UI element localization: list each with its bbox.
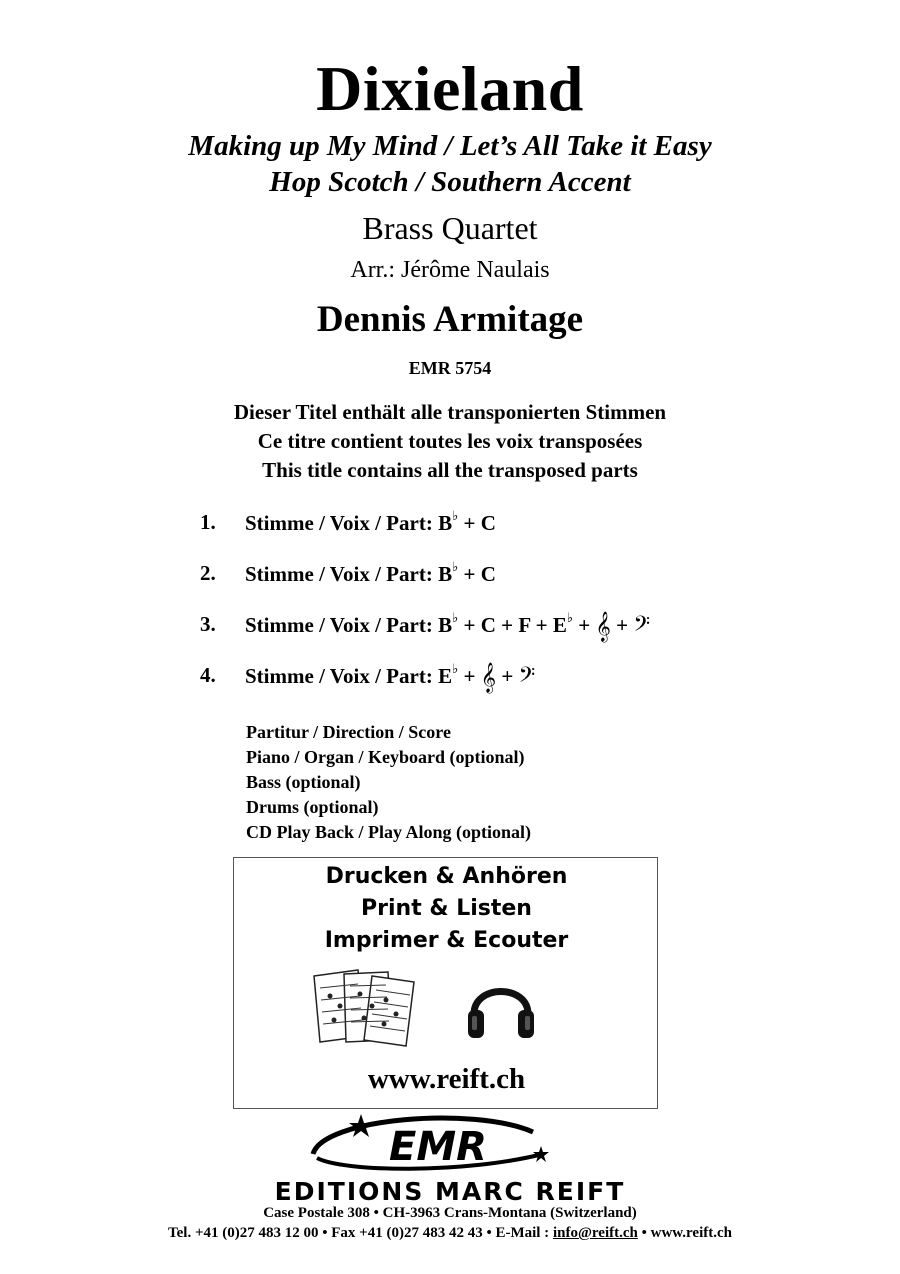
- arranger: Arr.: Jérôme Naulais: [350, 257, 550, 283]
- plus-sign: +: [616, 613, 629, 637]
- box-line-en: Print & Listen: [361, 896, 532, 921]
- page-title: Dixieland: [316, 53, 584, 124]
- box-line-de: Drucken & Anhören: [325, 864, 568, 889]
- composer: Dennis Armitage: [316, 299, 584, 340]
- logo-text: EMR: [389, 1124, 487, 1170]
- subtitle-line-2: Hop Scotch / Southern Accent: [269, 166, 631, 198]
- part-number: 1.: [200, 510, 216, 534]
- part-label: Stimme / Voix / Part:: [245, 562, 433, 586]
- transposition-note-de: Dieser Titel enthält alle transponierten Stimmen: [233, 400, 667, 424]
- treble-clef-icon: 𝄞: [480, 663, 497, 693]
- website-url: www.reift.ch: [367, 1063, 526, 1095]
- emr-logo: [303, 1110, 563, 1174]
- key-c: C: [480, 613, 496, 637]
- part-label-group: [245, 661, 536, 693]
- part-label-group: [245, 510, 496, 536]
- plus-sign: +: [578, 613, 591, 637]
- key-f: F: [518, 613, 531, 637]
- key-b: B: [438, 562, 453, 586]
- subtitle-line-1: Making up My Mind / Let’s All Take it Easy: [188, 130, 712, 162]
- flat-sign: ♭: [452, 559, 459, 574]
- plus-sign: +: [463, 664, 476, 688]
- part-label-group: [245, 561, 496, 587]
- part-number: 4.: [200, 663, 216, 687]
- plus-sign: +: [501, 613, 514, 637]
- key-c: C: [480, 511, 496, 535]
- contact-phone-fax: Tel. +41 (0)27 483 12 00 • Fax +41 (0)27 483 42 43 • E-Mail :: [168, 1225, 553, 1241]
- contact-website: • www.reift.ch: [637, 1225, 732, 1241]
- flat-sign: ♭: [566, 610, 574, 625]
- publisher-address: Case Postale 308 • CH-3963 Crans-Montana (Switzerland): [263, 1205, 637, 1221]
- extra-item: Bass (optional): [246, 772, 361, 792]
- flat-sign: ♭: [452, 661, 459, 676]
- key-b: B: [438, 511, 453, 535]
- key-e: E: [552, 613, 567, 637]
- key-e: E: [438, 664, 453, 688]
- plus-sign: +: [463, 511, 476, 535]
- extra-item: CD Play Back / Play Along (optional): [246, 822, 532, 842]
- box-line-fr: Imprimer & Ecouter: [324, 928, 569, 953]
- contact-email-link[interactable]: info@reift.ch: [552, 1225, 638, 1241]
- part-label: Stimme / Voix / Part:: [245, 664, 433, 688]
- plus-sign: +: [535, 613, 548, 637]
- catalog-number: EMR 5754: [408, 358, 492, 378]
- plus-sign: +: [501, 664, 514, 688]
- part-label-group: [245, 610, 651, 642]
- extra-item: Drums (optional): [246, 797, 379, 817]
- sheet-music-icon: [306, 966, 424, 1048]
- flat-sign: ♭: [452, 508, 459, 523]
- plus-sign: +: [463, 613, 476, 637]
- extra-item: Piano / Organ / Keyboard (optional): [246, 747, 525, 767]
- bass-clef-icon: 𝄢: [518, 663, 536, 693]
- part-label: Stimme / Voix / Part:: [245, 511, 433, 535]
- extra-item: Partitur / Direction / Score: [246, 722, 451, 742]
- key-b: B: [438, 613, 453, 637]
- publisher-contact: [0, 1225, 900, 1242]
- flat-sign: ♭: [452, 610, 459, 625]
- headphones-icon: [466, 970, 536, 1044]
- key-c: C: [480, 562, 496, 586]
- treble-clef-icon: 𝄞: [595, 612, 611, 642]
- bass-clef-icon: 𝄢: [633, 612, 651, 642]
- plus-sign: +: [463, 562, 476, 586]
- print-listen-box: [233, 857, 658, 1109]
- publisher-name: EDITIONS MARC REIFT: [274, 1177, 626, 1206]
- part-number: 3.: [200, 612, 216, 636]
- transposition-note-en: This title contains all the transposed parts: [262, 458, 638, 482]
- transposition-note-fr: Ce titre contient toutes les voix transposées: [257, 429, 643, 453]
- ensemble: Brass Quartet: [362, 210, 538, 246]
- part-label: Stimme / Voix / Part:: [245, 613, 433, 637]
- part-number: 2.: [200, 561, 216, 585]
